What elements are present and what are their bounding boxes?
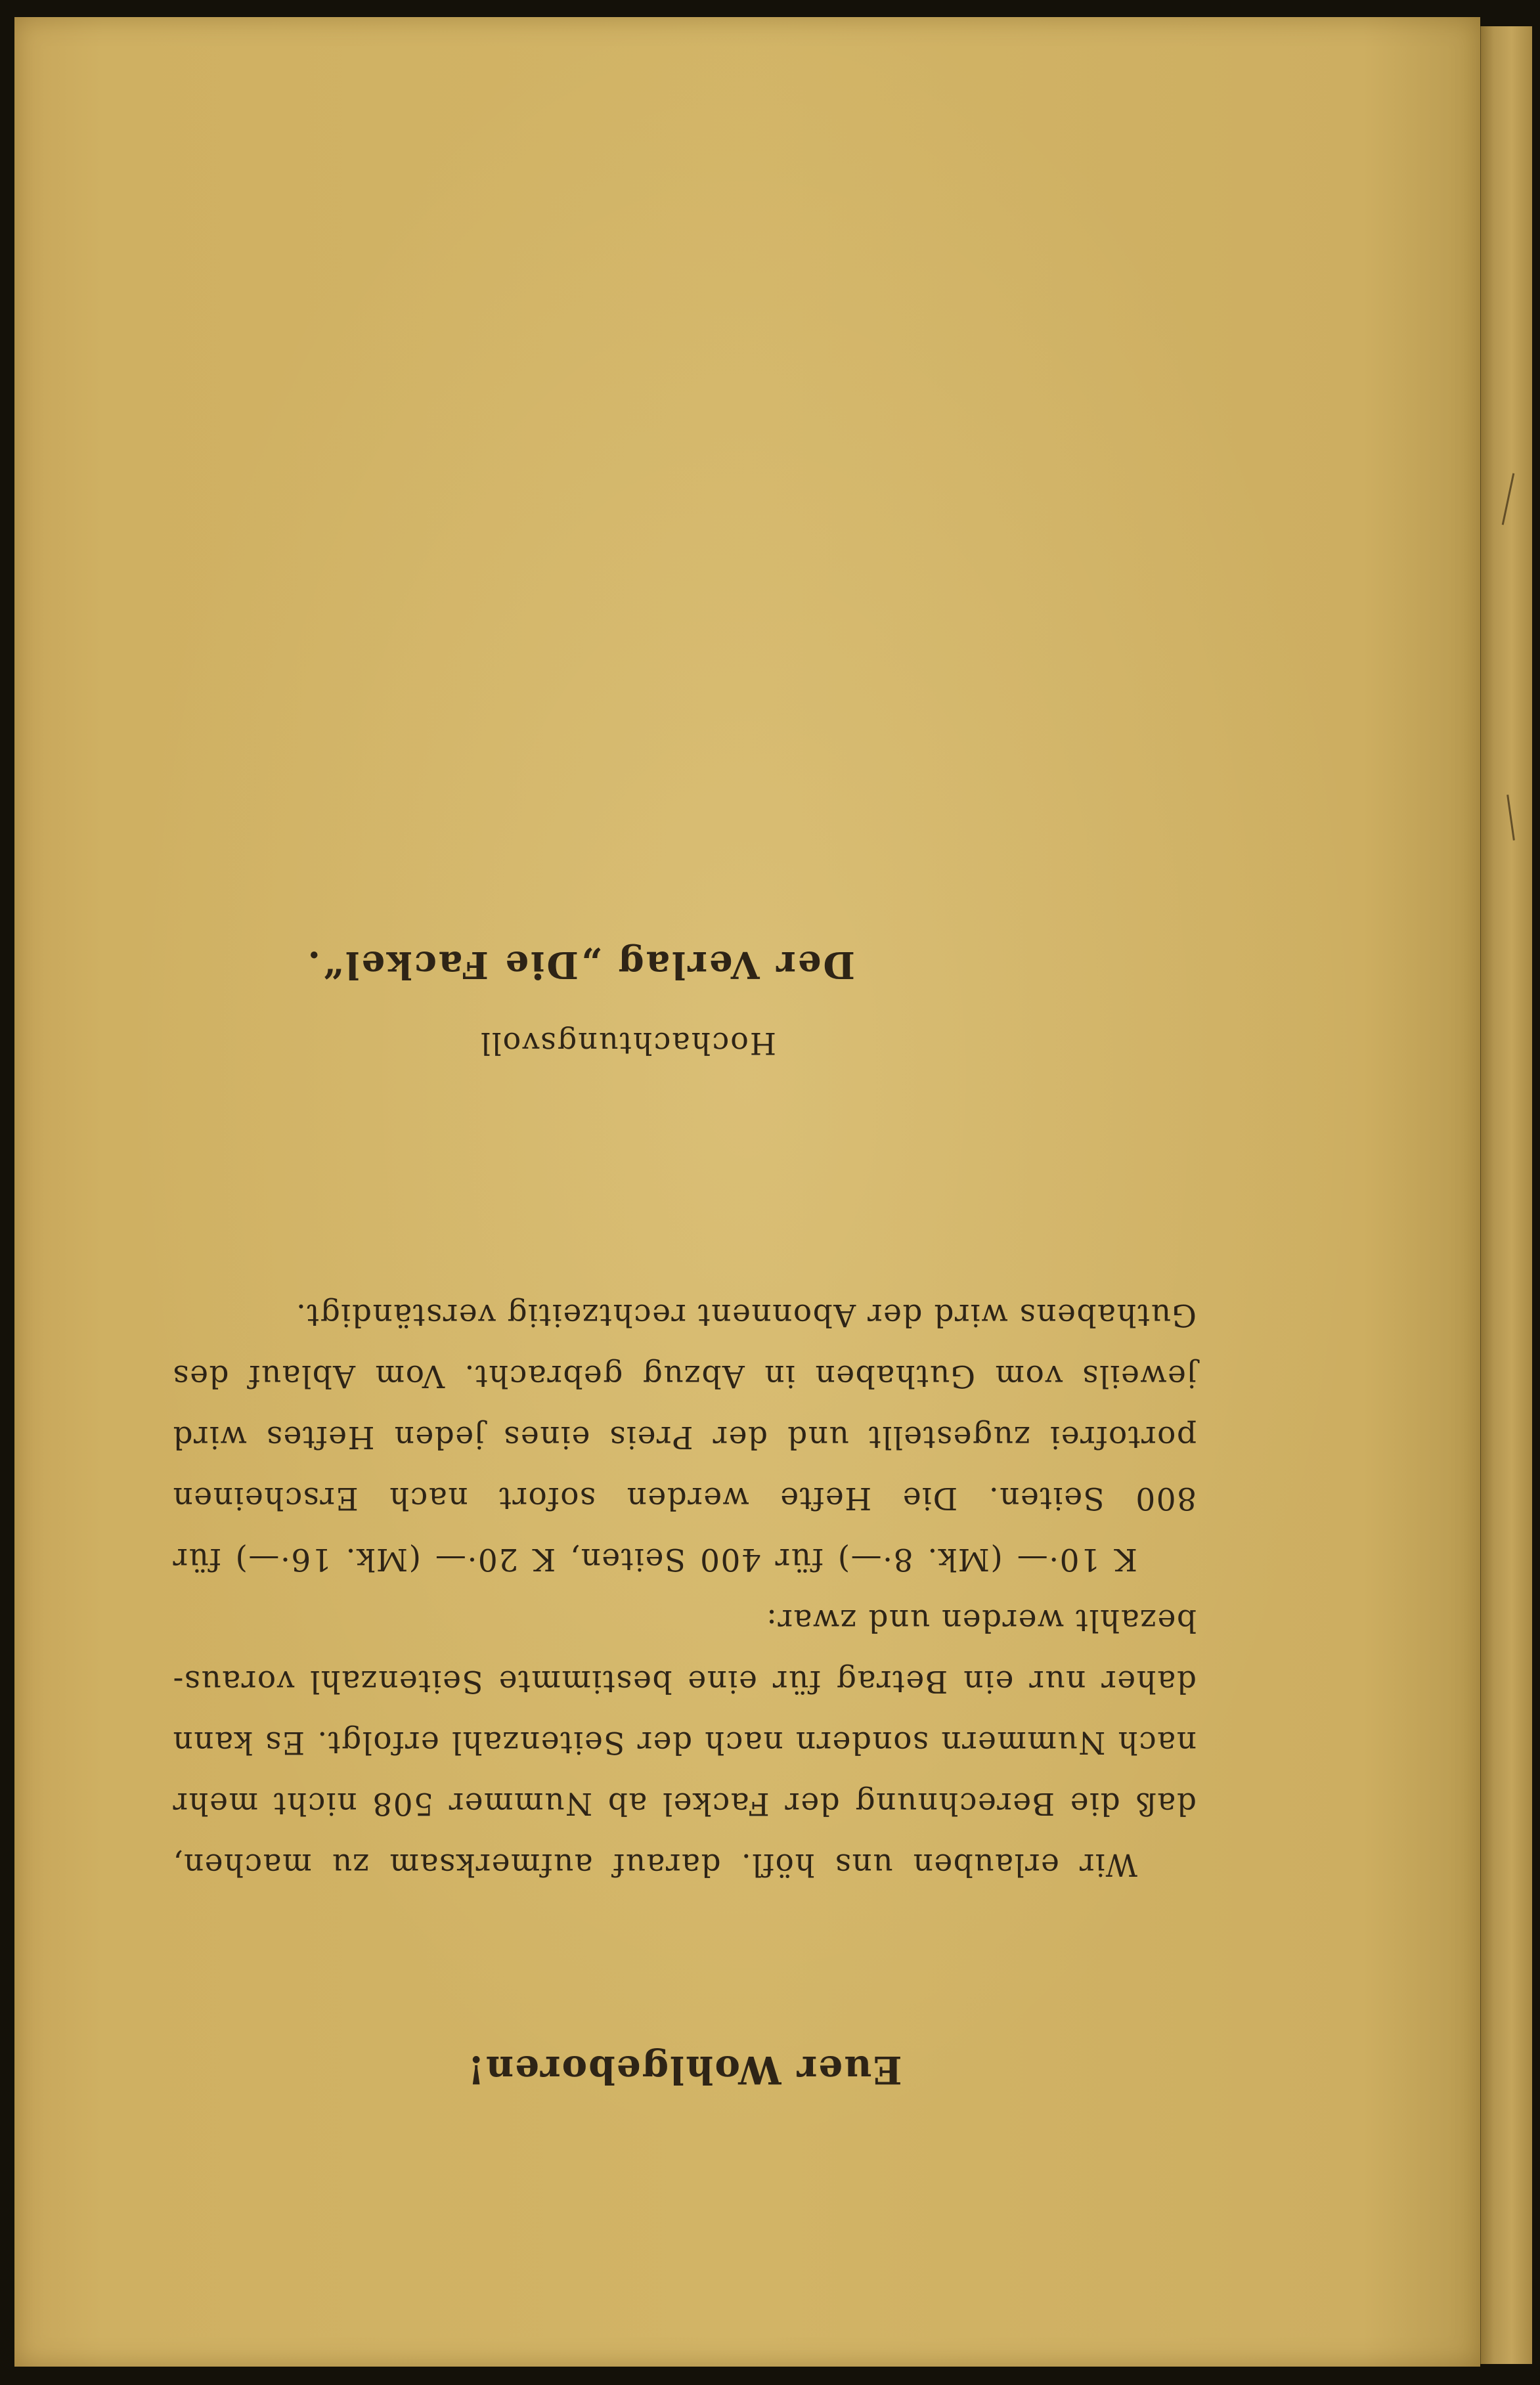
- margin-mark: [1507, 795, 1515, 841]
- body-paragraph-2: K 10·— (Mk. 8·—) für 400 Seiten, K 20·— (Mk. 16·—) für 800 Seiten. Die Hefte werden sofort nach Erscheinen portofrei zugestellt und der Preis eines jeden Heftes wird jeweils vom Guthaben in Abzug gebracht. Vom Ablauf des Guthabens wird der Abonnent rechtzeitig verständigt.: [172, 1297, 1197, 1577]
- adjacent-page-edge: [1479, 26, 1532, 2364]
- document-sheet: [14, 17, 1480, 2367]
- letter-content-upside-down: [172, 647, 1197, 2092]
- closing-phrase: Hochachtungsvoll: [479, 1026, 776, 1061]
- body-paragraph-1: Wir erlauben uns höfl. darauf aufmerksam zu machen, daß die Berechnung der Fackel ab Nummer 508 nicht mehr nach Nummern sondern nach der Seitenzahl erfolgt. Es kann daher nur ein Betrag für eine bestimmte Seitenzahl voraus-bezahlt werden und zwar:: [172, 1602, 1197, 1883]
- letter-salutation: Euer Wohlgeboren!: [466, 2047, 902, 2092]
- letter-body: [172, 1284, 1197, 1895]
- letter-closing-block: [172, 943, 1197, 1061]
- margin-mark: [1502, 473, 1515, 525]
- publisher-signature: Der Verlag „Die Fackel“.: [305, 943, 855, 986]
